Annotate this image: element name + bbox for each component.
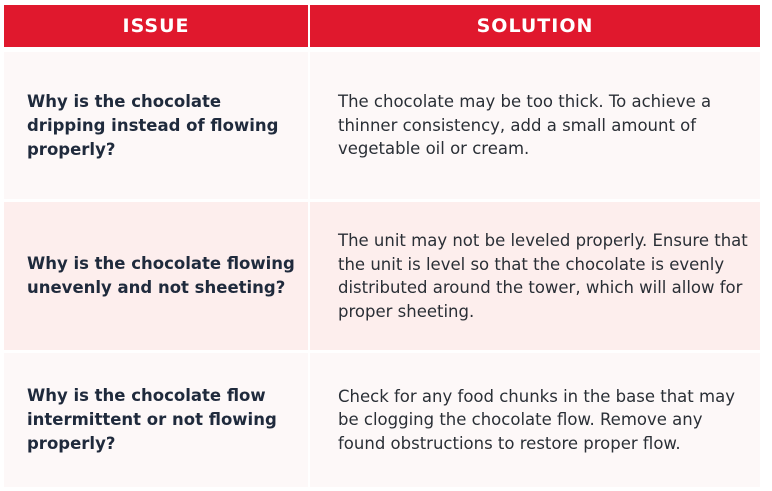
- issue-text: Why is the chocolate dripping instead of flowing properly?: [27, 91, 279, 159]
- table-row: [4, 52, 760, 199]
- solution-cell: [310, 353, 760, 487]
- issue-text: Why is the chocolate flowing unevenly and not sheeting?: [27, 254, 295, 297]
- issue-cell: [4, 202, 308, 350]
- solution-column-header: SOLUTION: [310, 5, 760, 47]
- troubleshooting-table: [4, 5, 760, 487]
- solution-text: The unit may not be leveled properly. Ensure that the unit is level so that the chocolate is evenly distributed around the tower, which will allow for proper sheeting.: [338, 231, 748, 321]
- solution-cell: [310, 202, 760, 350]
- solution-text: The chocolate may be too thick. To achieve a thinner consistency, add a small amount of vegetable oil or cream.: [338, 92, 712, 159]
- issue-text: Why is the chocolate flow intermittent or not flowing properly?: [27, 386, 277, 453]
- issue-cell: [4, 353, 308, 487]
- table-row: [4, 202, 760, 350]
- table-row: [4, 353, 760, 487]
- table-header-row: [4, 5, 760, 47]
- issue-column-header: ISSUE: [4, 5, 308, 47]
- solution-text: Check for any food chunks in the base that may be clogging the chocolate flow. Remove any found obstructions to restore proper flow.: [338, 386, 735, 453]
- solution-cell: [310, 52, 760, 199]
- issue-cell: [4, 52, 308, 199]
